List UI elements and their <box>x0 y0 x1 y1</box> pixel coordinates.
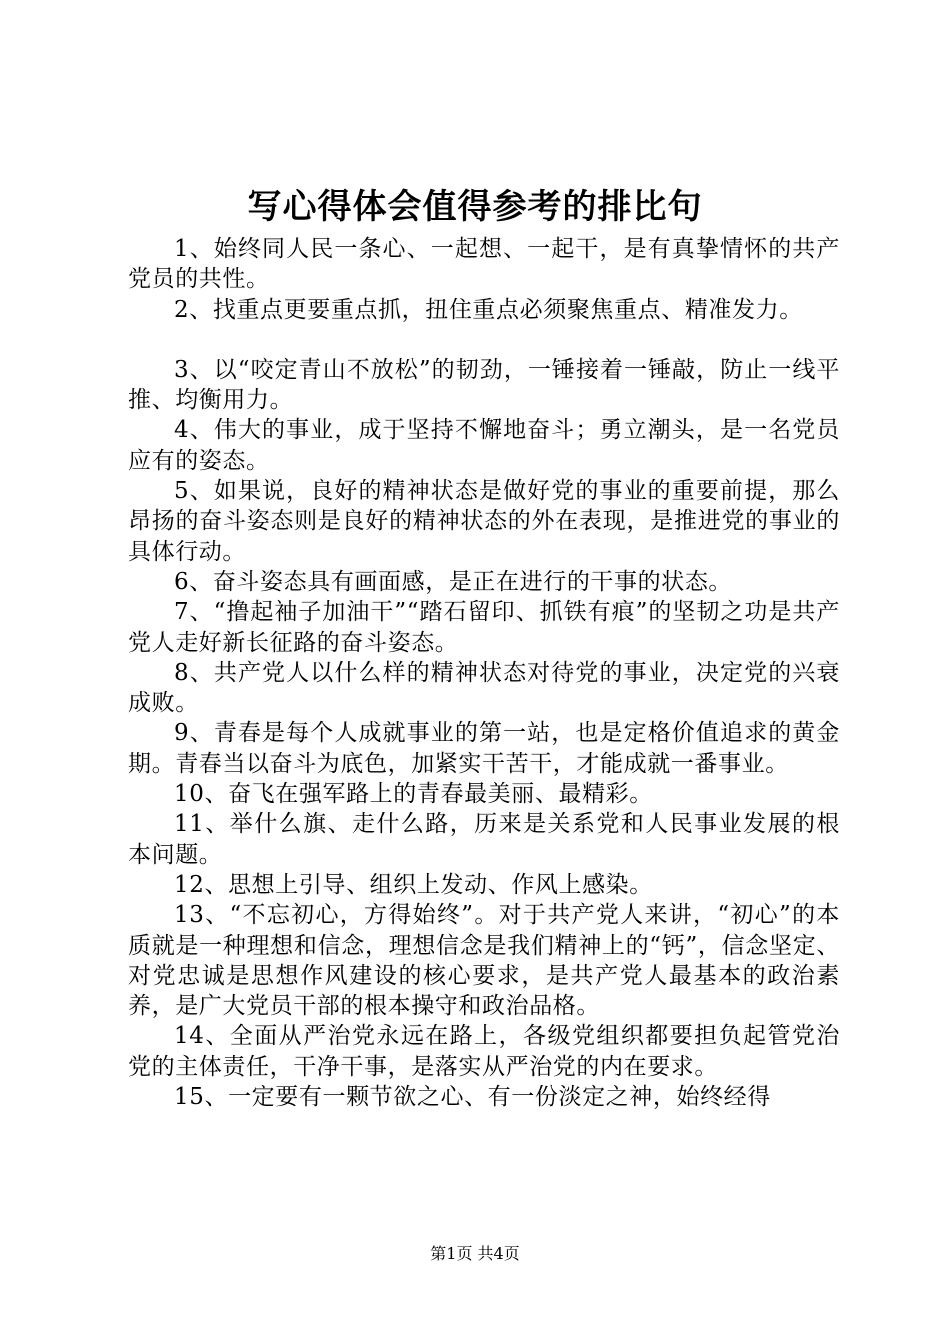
document-body <box>128 234 840 1112</box>
paragraph: 10、奋飞在强军路上的青春最美丽、最精彩。 <box>174 781 653 808</box>
paragraph: 7、“撸起袖子加油干”“踏石留印、抓铁有痕”的坚韧之功是共产党人走好新长征路的奋斗姿态。 <box>128 599 840 656</box>
document-title: 写心得体会值得参考的排比句 <box>247 187 703 227</box>
paragraph: 9、青春是每个人成就事业的第一站，也是定格价值追求的黄金期。青春当以奋斗为底色，加紧实干苦干，才能成就一番事业。 <box>128 720 840 777</box>
paragraph: 5、如果说，良好的精神状态是做好党的事业的重要前提，那么昂扬的奋斗姿态则是良好的精神状态的外在表现，是推进党的事业的具体行动。 <box>128 478 840 565</box>
paragraph: 3、以“咬定青山不放松”的韧劲，一锤接着一锤敲，防止一线平推、均衡用力。 <box>128 356 840 414</box>
paragraph: 12、思想上引导、组织上发动、作风上感染。 <box>174 871 653 898</box>
paragraph: 4、伟大的事业，成于坚持不懈地奋斗；勇立潮头，是一名党员应有的姿态。 <box>128 417 840 474</box>
paragraph: 11、举什么旗、走什么路，历来是关系党和人民事业发展的根本问题。 <box>128 811 840 868</box>
paragraph: 14、全面从严治党永远在路上，各级党组织都要担负起管党治党的主体责任，干净干事，是落实从严治党的内在要求。 <box>128 1023 840 1080</box>
paragraph: 2、找重点更要重点抓，扭住重点必须聚焦重点、精准发力。 <box>174 296 803 323</box>
paragraph: 1、始终同人民一条心、一起想、一起干，是有真挚情怀的共产党员的共性。 <box>128 236 840 293</box>
paragraph: 13、“不忘初心，方得始终”。对于共产党人来讲，“初心”的本质就是一种理想和信念，理想信念是我们精神上的“钙”，信念坚定、对党忠诚是思想作风建设的核心要求，是共产党人最基本的政治素养，是广大党员干部的根本操守和政治品格。 <box>128 902 840 1020</box>
paragraph: 6、奋斗姿态具有画面感，是正在进行的干事的状态。 <box>174 568 733 595</box>
page-footer: 第1页 共4页 <box>430 1244 520 1263</box>
paragraph: 8、共产党人以什么样的精神状态对待党的事业，决定党的兴衰成败。 <box>128 659 840 717</box>
paragraph: 15、一定要有一颗节欲之心、有一份淡定之神，始终经得 <box>174 1084 771 1111</box>
